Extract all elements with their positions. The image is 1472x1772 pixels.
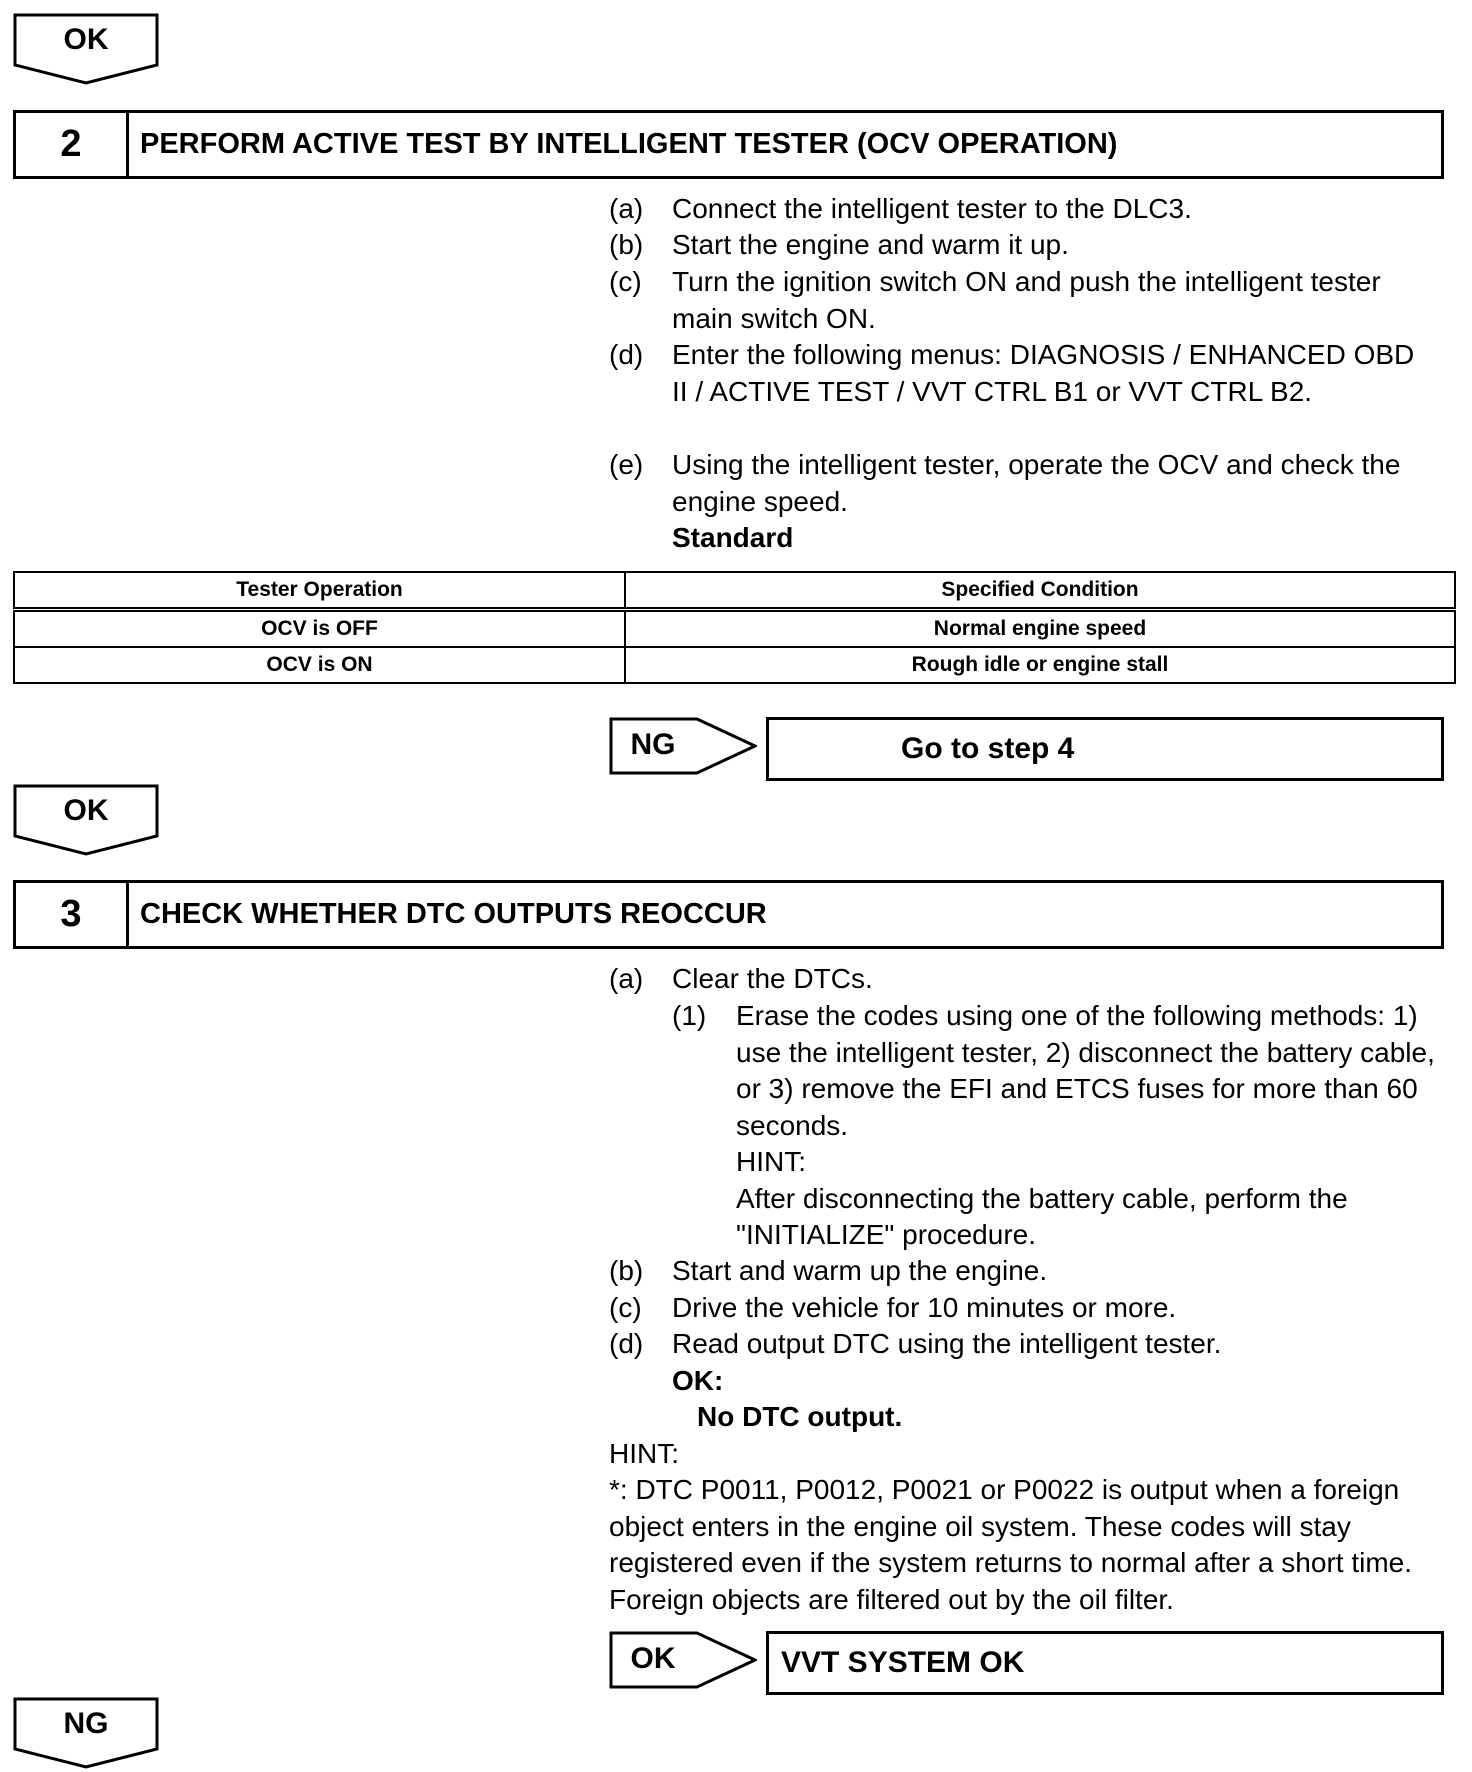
item-label: (a) <box>609 963 644 994</box>
item-text: Enter the following menus: DIAGNOSIS / ENHANCED OBD II / ACTIVE TEST / VVT CTRL B1 or VVT CTRL B2. <box>672 339 1415 407</box>
table-row <box>14 610 1455 648</box>
ok-branch-arrow <box>609 1631 757 1689</box>
step-title: CHECK WHETHER DTC OUTPUTS REOCCUR <box>140 898 767 930</box>
ng-flow-label: NG <box>63 1707 109 1740</box>
step-3-header <box>13 880 1444 949</box>
hint-label: HINT: <box>609 1438 679 1469</box>
ng-flow-marker-bottom <box>13 1697 159 1769</box>
sub-item-body: Erase the codes using one of the following methods: 1) use the intelligent tester, 2) disconnect the battery cable, or 3) remove the EFI and ETCS fuses for more than 60 seconds. <box>736 1000 1435 1141</box>
hint-text: *: DTC P0011, P0012, P0021 or P0022 is output when a foreign object enters in the engine oil system. These codes will stay registered even if the system returns to normal after a short time. Foreign objects are filtered out by the oil filter. <box>609 1474 1413 1615</box>
item-label: (d) <box>609 339 644 370</box>
item-text: Drive the vehicle for 10 minutes or more. <box>672 1292 1177 1323</box>
table-cell: OCV is OFF <box>14 610 625 648</box>
item-label: (d) <box>609 1328 644 1359</box>
ok-flow-marker-mid <box>13 784 159 856</box>
ok-flow-marker-top <box>13 13 159 85</box>
vvt-system-ok-box <box>766 1631 1444 1695</box>
ok-branch-label: OK <box>630 1642 676 1675</box>
item-text: Start and warm up the engine. <box>672 1255 1048 1286</box>
step-2-header <box>13 110 1444 179</box>
hint-label: HINT: <box>736 1146 806 1177</box>
table-cell: Rough idle or engine stall <box>625 647 1455 683</box>
step-title: PERFORM ACTIVE TEST BY INTELLIGENT TESTER (OCV OPERATION) <box>140 128 1118 160</box>
ok-flow-label: OK <box>63 23 109 56</box>
item-label: (e) <box>609 449 644 480</box>
table-header-cell: Tester Operation <box>14 572 625 610</box>
step-number: 3 <box>16 883 129 946</box>
step-number: 2 <box>16 113 129 176</box>
table-cell: Normal engine speed <box>625 610 1455 648</box>
item-text: Using the intelligent tester, operate the OCV and check the engine speed. <box>672 449 1401 517</box>
ng-branch-arrow <box>609 717 757 775</box>
spec-table <box>13 571 1456 684</box>
item-text: Read output DTC using the intelligent tester. <box>672 1328 1222 1359</box>
go-to-step-4-box <box>766 717 1444 781</box>
item-text: Clear the DTCs. <box>672 963 873 994</box>
vvt-system-ok-text: VVT SYSTEM OK <box>781 1646 1025 1679</box>
item-label: (a) <box>609 193 644 224</box>
table-row <box>14 647 1455 683</box>
item-label: (b) <box>609 229 644 260</box>
item-label: (1) <box>672 1000 707 1031</box>
item-text: Turn the ignition switch ON and push the intelligent tester main switch ON. <box>672 266 1381 334</box>
standard-label: Standard <box>672 522 794 553</box>
ok-criteria-value: No DTC output. <box>697 1401 903 1432</box>
table-header-cell: Specified Condition <box>625 572 1455 610</box>
hint-text: After disconnecting the battery cable, perform the "INITIALIZE" procedure. <box>736 1182 1348 1250</box>
ok-criteria-label: OK: <box>672 1365 724 1396</box>
table-header-row <box>14 572 1455 610</box>
item-label: (c) <box>609 1292 642 1323</box>
go-to-step-4-text: Go to step 4 <box>901 732 1075 765</box>
item-text: Start the engine and warm it up. <box>672 229 1069 260</box>
table-cell: OCV is ON <box>14 647 625 683</box>
item-label: (c) <box>609 266 642 297</box>
sub-item-text <box>736 998 1452 1254</box>
ok-flow-label: OK <box>63 794 109 827</box>
ng-branch-label: NG <box>630 728 676 761</box>
item-label: (b) <box>609 1255 644 1286</box>
item-text: Connect the intelligent tester to the DLC3. <box>672 193 1192 224</box>
